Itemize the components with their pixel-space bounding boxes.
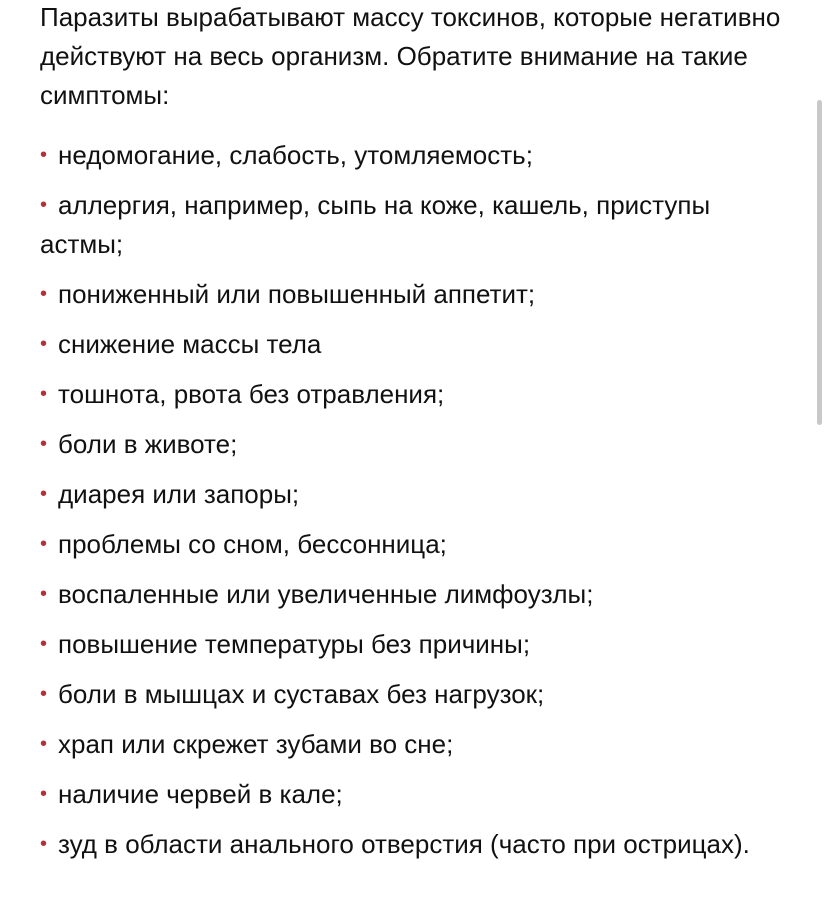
symptom-text: тошнота, рвота без отравления;	[58, 379, 445, 409]
symptom-text: повышение температуры без причины;	[58, 629, 531, 659]
bullet-icon: •	[40, 533, 48, 555]
symptom-text: наличие червей в кале;	[58, 779, 343, 809]
symptom-list	[40, 136, 800, 864]
symptom-text: диарея или запоры;	[58, 479, 300, 509]
list-item	[40, 675, 800, 714]
list-item	[40, 325, 800, 364]
list-item	[40, 375, 800, 414]
list-item	[40, 775, 800, 814]
list-item	[40, 625, 800, 664]
symptom-text: пониженный или повышенный аппетит;	[58, 279, 536, 309]
bullet-icon: •	[40, 733, 48, 755]
symptom-text: аллергия, например, сыпь на коже, кашель, приступы астмы;	[40, 190, 711, 259]
bullet-icon: •	[40, 333, 48, 355]
symptom-text: проблемы со сном, бессонница;	[58, 529, 447, 559]
symptom-text: храп или скрежет зубами во сне;	[58, 729, 454, 759]
list-item	[40, 136, 800, 175]
symptom-text: боли в мышцах и суставах без нагрузок;	[58, 679, 545, 709]
bullet-icon: •	[40, 633, 48, 655]
bullet-icon: •	[40, 383, 48, 405]
symptom-text: воспаленные или увеличенные лимфоузлы;	[58, 579, 594, 609]
list-item	[40, 575, 800, 614]
intro-paragraph: Паразиты вырабатывают массу токсинов, которые негативно действуют на весь организм. Обратите внимание на такие симптомы:	[40, 2, 781, 110]
symptom-text: зуд в области анального отверстия (часто при острицах).	[58, 829, 750, 859]
list-item	[40, 186, 800, 264]
bullet-icon: •	[40, 433, 48, 455]
list-item	[40, 475, 800, 514]
symptom-text: снижение массы тела	[58, 329, 322, 359]
list-item	[40, 525, 800, 564]
bullet-icon: •	[40, 194, 48, 216]
scrollbar[interactable]	[817, 100, 822, 425]
list-item	[40, 275, 800, 314]
article-content	[40, 0, 800, 875]
bullet-icon: •	[40, 833, 48, 855]
list-item	[40, 725, 800, 764]
bullet-icon: •	[40, 483, 48, 505]
bullet-icon: •	[40, 783, 48, 805]
symptom-text: боли в животе;	[58, 429, 238, 459]
symptom-text: недомогание, слабость, утомляемость;	[58, 140, 533, 170]
list-item	[40, 825, 800, 864]
bullet-icon: •	[40, 283, 48, 305]
bullet-icon: •	[40, 144, 48, 166]
bullet-icon: •	[40, 683, 48, 705]
bullet-icon: •	[40, 583, 48, 605]
list-item	[40, 425, 800, 464]
